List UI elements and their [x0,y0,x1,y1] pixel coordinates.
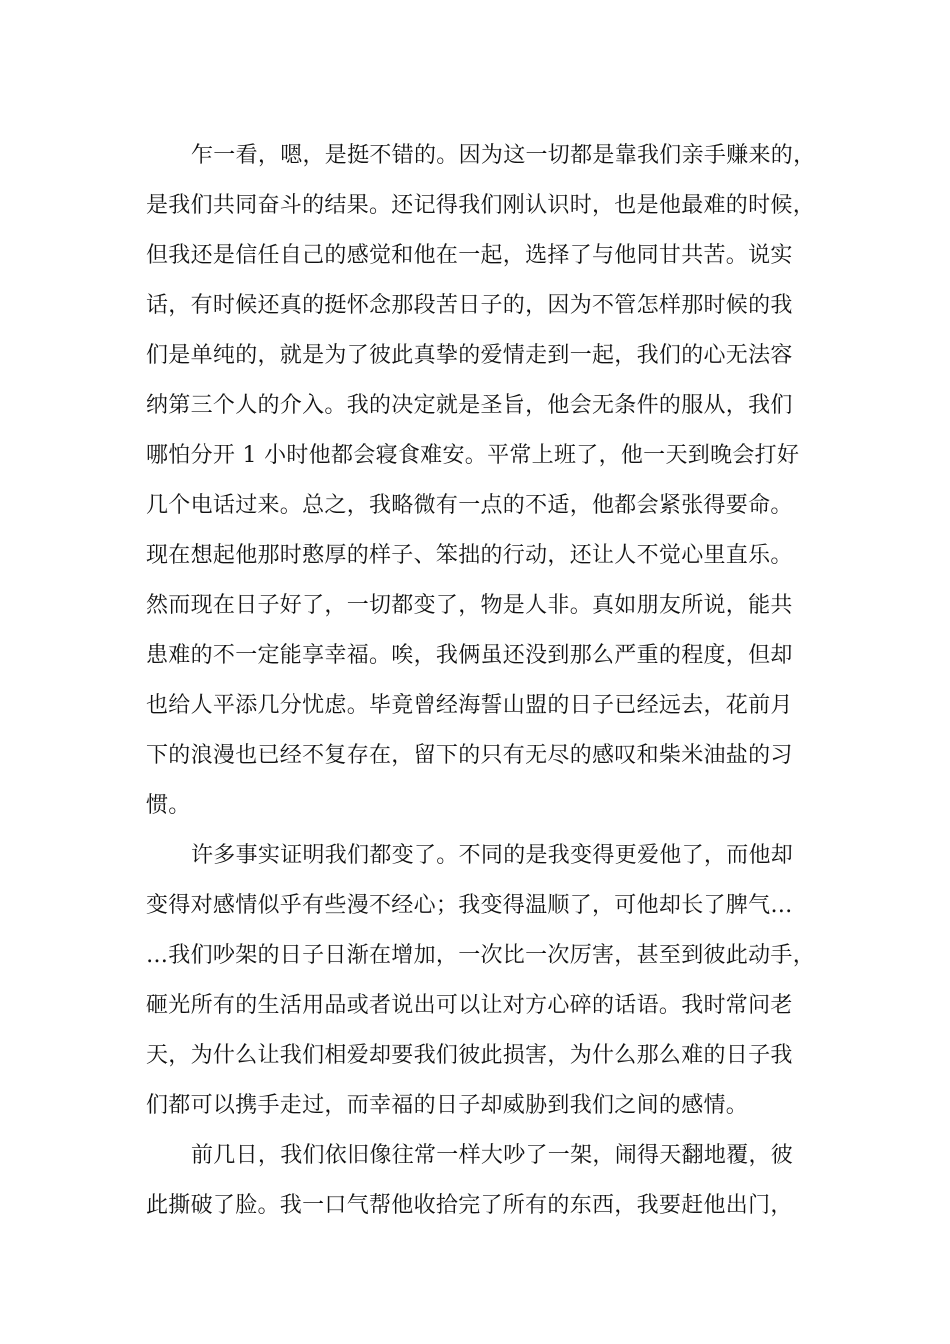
text-line: 几个电话过来。总之，我略微有一点的不适，他都会紧张得要命。 [146,493,793,518]
text-line: 们是单纯的，就是为了彼此真挚的爱情走到一起，我们的心无法容 [146,343,793,368]
paragraph-2 [146,831,826,1131]
text-line: 惯。 [146,793,191,818]
text-line: 许多事实证明我们都变了。不同的是我变得更爱他了，而他却 [191,843,794,868]
paragraph-1 [146,131,826,831]
text-line: 话，有时候还真的挺怀念那段苦日子的，因为不管怎样那时候的我 [146,293,793,318]
body-text [146,131,826,1231]
text-line: 然而现在日子好了，一切都变了，物是人非。真如朋友所说，能共 [146,593,793,618]
text-line: 变得对感情似乎有些漫不经心；我变得温顺了，可他却长了脾气… [146,893,793,918]
paragraph-3 [146,1131,826,1231]
text-line: 乍一看，嗯，是挺不错的。因为这一切都是靠我们亲手赚来的， [191,143,816,168]
text-line: 前几日，我们依旧像往常一样大吵了一架，闹得天翻地覆，彼 [191,1143,794,1168]
text-line: 现在想起他那时憨厚的样子、笨拙的行动，还让人不觉心里直乐。 [146,543,793,568]
text-line: …我们吵架的日子日渐在增加，一次比一次厉害，甚至到彼此动手， [146,943,816,968]
text-line: 哪怕分开 1 小时他都会寝食难安。平常上班了，他一天到晚会打好 [146,443,800,468]
text-line: 但我还是信任自己的感觉和他在一起，选择了与他同甘共苦。说实 [146,243,793,268]
text-line: 患难的不一定能享幸福。唉，我俩虽还没到那么严重的程度，但却 [146,643,793,668]
text-line: 们都可以携手走过，而幸福的日子却威胁到我们之间的感情。 [146,1093,749,1118]
text-line: 下的浪漫也已经不复存在，留下的只有无尽的感叹和柴米油盐的习 [146,743,793,768]
text-line: 也给人平添几分忧虑。毕竟曾经海誓山盟的日子已经远去，花前月 [146,693,793,718]
text-line: 砸光所有的生活用品或者说出可以让对方心碎的话语。我时常问老 [146,993,793,1018]
text-line: 此撕破了脸。我一口气帮他收拾完了所有的东西，我要赶他出门， [146,1193,793,1218]
text-line: 纳第三个人的介入。我的决定就是圣旨，他会无条件的服从，我们 [146,393,793,418]
text-line: 是我们共同奋斗的结果。还记得我们刚认识时，也是他最难的时候， [146,193,816,218]
text-line: 天，为什么让我们相爱却要我们彼此损害，为什么那么难的日子我 [146,1043,793,1068]
